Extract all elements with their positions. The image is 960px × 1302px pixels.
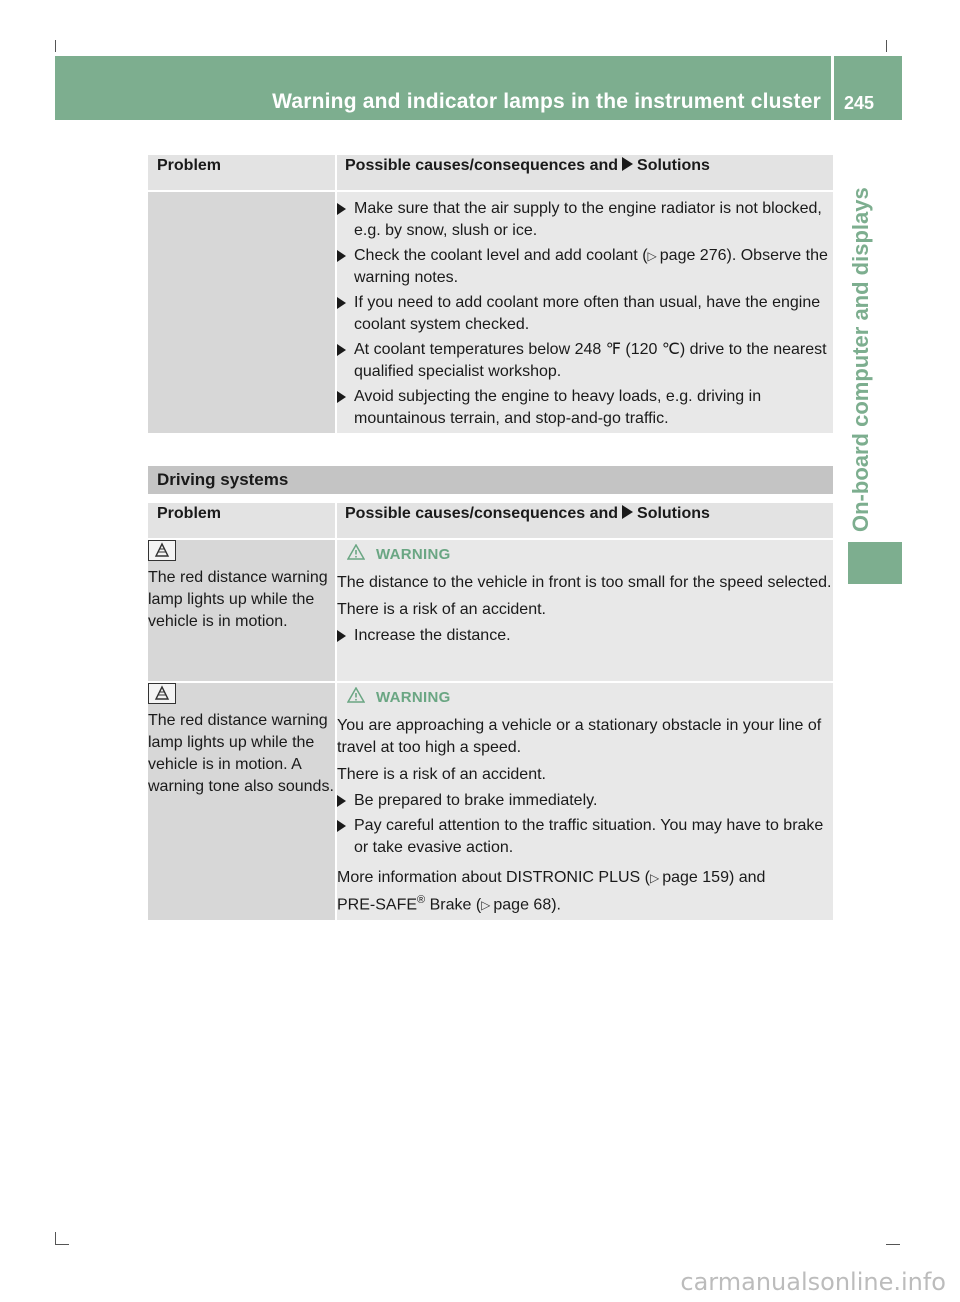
crop-mark (886, 1244, 900, 1245)
arrow-right-icon (337, 391, 346, 403)
problem-text: The red distance warning lamp lights up while the vehicle is in motion. A warning tone also sounds. (148, 712, 334, 795)
warning-text: You are approaching a vehicle or a stationary obstacle in your line of travel at too high a speed. (337, 717, 822, 756)
list-item: Be prepared to brake immediately. (337, 790, 833, 812)
list-item: Make sure that the air supply to the engine radiator is not blocked, e.g. by snow, slush or ice. (337, 198, 833, 242)
causes-cell (335, 681, 833, 920)
page-ref-icon: ▷ (481, 898, 491, 913)
page-header (55, 56, 831, 120)
warning-text: The distance to the vehicle in front is too small for the speed selected. (337, 574, 832, 591)
col-header-problem: Problem (148, 503, 335, 538)
warning-label: WARNING (337, 687, 833, 709)
problem-cell (148, 681, 335, 920)
watermark: carmanualsonline.info (680, 1268, 946, 1296)
page-number-box (834, 56, 902, 120)
page-number: 245 (844, 93, 875, 113)
warning-triangle-icon (347, 687, 365, 703)
col-header-causes: Possible causes/consequences and Solutions (335, 503, 833, 538)
arrow-right-icon (337, 250, 346, 262)
more-info-text: More information about DISTRONIC PLUS (▷ page 159) and PRE-SAFE® Brake (▷ page 68). (337, 869, 766, 914)
warning-label: WARNING (337, 544, 833, 566)
problem-cell-empty (148, 190, 335, 433)
arrow-right-icon (337, 203, 346, 215)
arrow-right-icon (337, 820, 346, 832)
section-heading (148, 466, 833, 494)
arrow-right-icon (337, 344, 346, 356)
crop-mark (55, 40, 56, 52)
arrow-right-icon (622, 505, 633, 519)
arrow-right-icon (337, 795, 346, 807)
problem-text: The red distance warning lamp lights up while the vehicle is in motion. (148, 569, 328, 630)
arrow-right-icon (337, 297, 346, 309)
list-item: At coolant temperatures below 248 ℉ (120 ℃) drive to the nearest qualified specialist workshop. (337, 339, 833, 383)
problem-cell (148, 538, 335, 681)
col-header-causes: Possible causes/consequences and Solutions (335, 155, 833, 190)
page-ref-icon: ▷ (647, 249, 657, 263)
list-item: Increase the distance. (337, 625, 833, 647)
distance-warning-lamp-icon (148, 540, 176, 561)
causes-cell (335, 538, 833, 681)
arrow-right-icon (622, 157, 633, 171)
driving-systems-table (148, 503, 833, 920)
risk-text: There is a risk of an accident. (337, 766, 546, 783)
solutions-cell (335, 190, 833, 433)
crop-mark (55, 1232, 56, 1244)
list-item: Avoid subjecting the engine to heavy loads, e.g. driving in mountainous terrain, and stop-and-go traffic. (337, 386, 833, 430)
col-header-problem: Problem (148, 155, 335, 190)
side-tab-marker (848, 542, 902, 584)
warning-triangle-icon (347, 544, 365, 560)
arrow-right-icon (337, 630, 346, 642)
list-item: Check the coolant level and add coolant (▷ page 276). Observe the warning notes. (337, 245, 833, 289)
section-title: Driving systems (157, 470, 289, 489)
page-ref-icon: ▷ (650, 871, 660, 885)
risk-text: There is a risk of an accident. (337, 601, 546, 618)
page-header-title: Warning and indicator lamps in the instrument cluster (272, 90, 821, 113)
list-item: If you need to add coolant more often than usual, have the engine coolant system checked. (337, 292, 833, 336)
solutions-table-continued (148, 155, 833, 433)
side-tab-label: On-board computer and displays (848, 187, 873, 532)
distance-warning-lamp-icon (148, 683, 176, 704)
list-item: Pay careful attention to the traffic situation. You may have to brake or take evasive action. (337, 815, 833, 859)
crop-mark (886, 40, 887, 52)
crop-mark (55, 1244, 69, 1245)
